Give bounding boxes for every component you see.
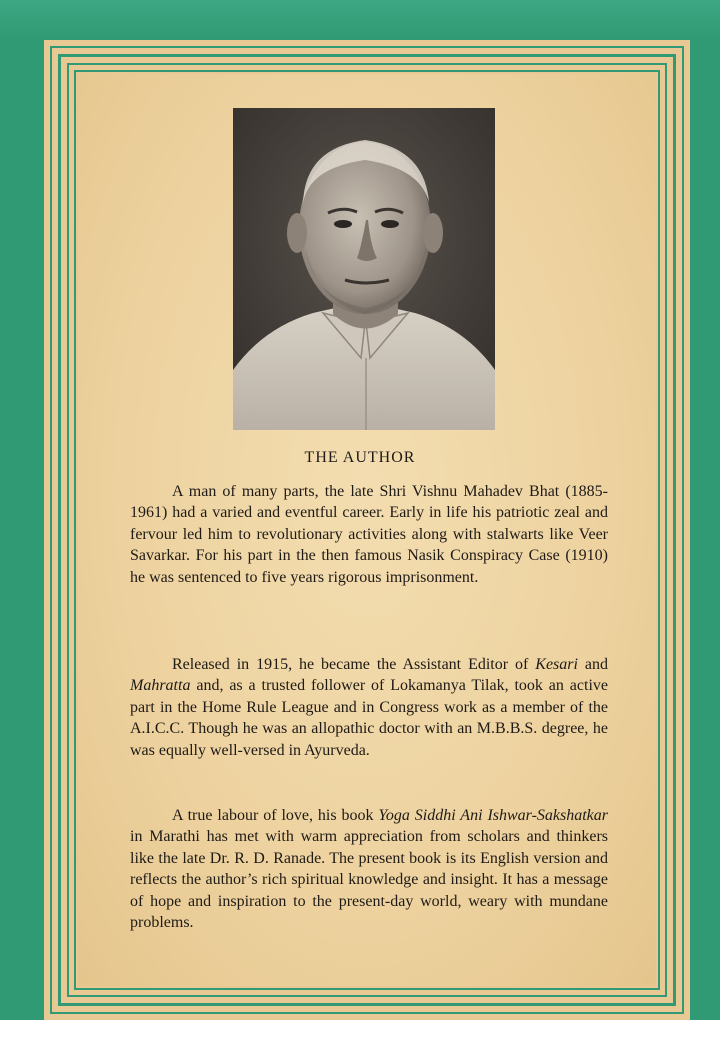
bio-text: A true labour of love, his book xyxy=(172,807,379,824)
author-portrait xyxy=(233,108,495,430)
cover-top-edge xyxy=(0,0,720,40)
bio-text: and, as a trusted follower of Lokamanya Tilak, took an active part in the Home Rule League and in Congress work as a member of the A.I.C.C. Though he was an allopathic doctor with an M.B.B.S. degree, he was equally well-versed in Ayurveda. xyxy=(130,677,608,759)
bio-text: and xyxy=(577,656,608,673)
book-title: Yoga Siddhi Ani Ishwar-Sakshatkar xyxy=(378,807,608,824)
bio-text: in Marathi has met with warm appreciation from scholars and thinkers like the late Dr. R. D. Ranade. The present book is its English version and reflects the author’s rich spiritual knowledge and insight. It has a message of hope and inspiration to the present-day world, weary with mundane problems. xyxy=(130,828,608,932)
bio-paragraph-2 xyxy=(130,654,608,761)
author-heading: THE AUTHOR xyxy=(304,449,416,466)
bio-paragraph-3 xyxy=(130,805,608,933)
portrait-illustration xyxy=(233,108,495,430)
bio-paragraph-1: A man of many parts, the late Shri Vishnu Mahadev Bhat (1885-1961) had a varied and eventful career. Early in life his patriotic zeal and fervour led him to revolutionary activities along with stalwarts like Veer Savarkar. For his part in the then famous Nasik Conspiracy Case (1910) he was sentenced to five years rigorous imprisonment. xyxy=(130,483,608,586)
publication-title-kesari: Kesari xyxy=(535,656,578,673)
bio-text: Released in 1915, he became the Assistant Editor of xyxy=(172,656,536,673)
publication-title-mahratta: Mahratta xyxy=(130,677,191,695)
